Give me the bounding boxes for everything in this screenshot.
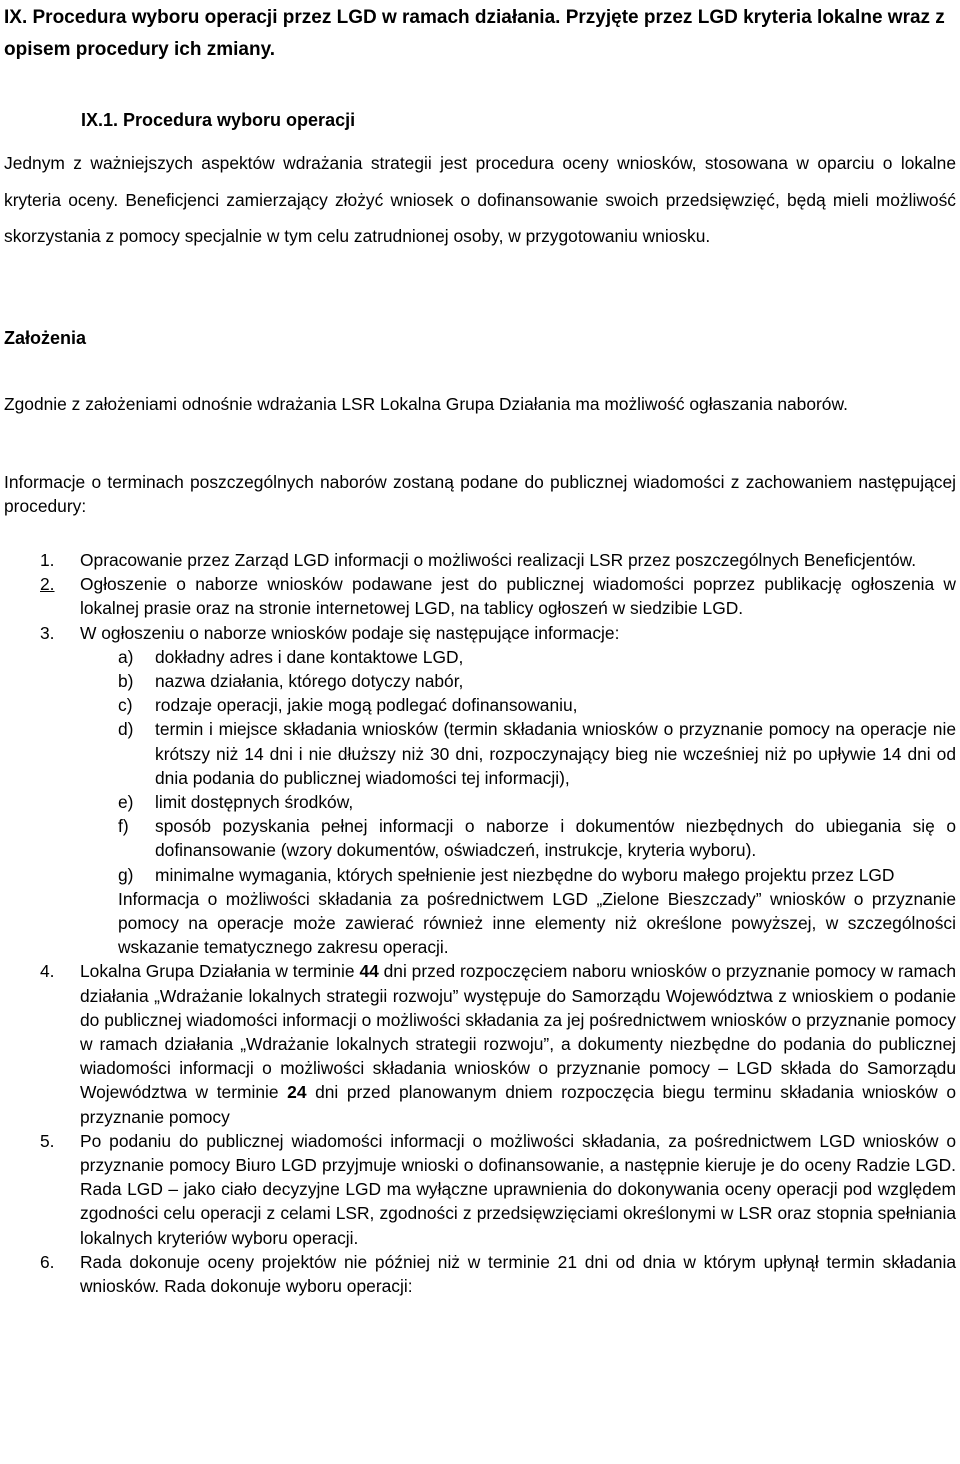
section-subtitle: IX.1. Procedura wyboru operacji [81, 110, 356, 130]
list-item-number: 6. [40, 1251, 55, 1272]
sublist-item-letter: f) [118, 816, 129, 837]
list-item-number: 2. [40, 574, 55, 595]
list-item-text-part: dni przed rozpoczęciem naboru wniosków o przyznanie pomocy w ramach działania „Wdrażanie lokalnych strategii rozwoju” występuje do Samorządu Województwa z wnioskiem o podanie do publicznej wiadomości informacji o możliwości składania za jej pośrednictwem wniosków o przyznanie pomocy w ramach działania „Wdrażanie lokalnych strategii rozwoju”, a dokumenty niezbędne do podania do publicznej wiadomości informacji o możliwości składania wniosków o przyznanie pomocy – LGD składa do Samorządu Województwa w terminie [80, 961, 956, 1103]
sublist-item-letter: a) [118, 646, 134, 667]
sublist-item-text: limit dostępnych środków, [155, 792, 354, 813]
sublist-item [80, 717, 956, 790]
list-item-number: 1. [40, 550, 55, 570]
sublist-item-letter: d) [118, 719, 134, 740]
list-item-text: Opracowanie przez Zarząd LGD informacji o możliwości realizacji LSR przez poszczególnych Beneficjentów. [80, 550, 917, 570]
assumptions-paragraph: Zgodnie z założeniami odnośnie wdrażania LSR Lokalna Grupa Działania ma możliwość ogłaszania naborów. [4, 394, 848, 414]
list-item [0, 1250, 960, 1298]
sublist-item-text: termin i miejsce składania wniosków (termin składania wniosków o przyznanie pomocy na operacje nie krótszy niż 14 dni i nie dłuższy niż 30 dni, rozpoczynający bieg nie wcześniej niż po upływie 14 dni od dnia podania do publicznej wiadomości tej informacji), [155, 719, 956, 788]
intro-paragraph: Jednym z ważniejszych aspektów wdrażania strategii jest procedura oceny wniosków, stosowana w oparciu o lokalne kryteria oceny. Beneficjenci zamierzający złożyć wniosek o dofinansowanie swoich przedsięwzięć, będą mieli możliwość skorzystania z pomocy specjalnie w tym celu zatrudnionej osoby, w przygotowaniu wniosku. [4, 153, 956, 246]
sublist-item-letter: g) [118, 864, 134, 885]
list-item-text: Rada dokonuje oceny projektów nie później niż w terminie 21 dni od dnia w którym upłynął termin składania wniosków. Rada dokonuje wyboru operacji: [80, 1251, 956, 1297]
list-item [0, 572, 960, 620]
list-item-text-part: Lokalna Grupa Działania w terminie [80, 961, 360, 982]
list-item-text [80, 961, 956, 1126]
announcement-contents-list [80, 645, 956, 887]
sublist-item [80, 645, 956, 669]
sublist-item-text: dokładny adres i dane kontaktowe LGD, [155, 646, 464, 667]
sublist-item-text: nazwa działania, którego dotyczy nabór, [155, 671, 464, 692]
procedure-list [0, 548, 960, 1298]
sublist-item-letter: c) [118, 695, 133, 716]
procedure-intro-paragraph: Informacje o terminach poszczególnych naborów zostaną podane do publicznej wiadomości z zachowaniem następującej procedury: [4, 472, 956, 516]
sublist-item-letter: e) [118, 792, 134, 813]
sublist-item [80, 693, 956, 717]
list-item-number: 5. [40, 1130, 55, 1151]
announcement-note: Informacja o możliwości składania za pośrednictwem LGD „Zielone Bieszczady” wniosków o przyznanie pomocy na operacje może zawierać również inne elementy niż określone powyższej, w szczególności wskazanie tematycznego zakresu operacji. [118, 888, 956, 958]
deadline-days-44: 44 [359, 961, 379, 982]
list-item [0, 959, 960, 1128]
sublist-item [80, 669, 956, 693]
sublist-item-text: minimalne wymagania, których spełnienie jest niezbędne do wyboru małego projektu przez LGD [155, 864, 895, 885]
sublist-item [80, 814, 956, 862]
sublist-item [80, 790, 956, 814]
list-item-number: 3. [40, 622, 55, 643]
sublist-item [80, 863, 956, 887]
list-item-text: Ogłoszenie o naborze wniosków podawane jest do publicznej wiadomości poprzez publikację ogłoszenia w lokalnej prasie oraz na stronie internetowej LGD, na tablicy ogłoszeń w siedzibie LGD. [80, 574, 956, 619]
assumptions-heading: Założenia [4, 328, 87, 348]
sublist-item-text: sposób pozyskania pełnej informacji o naborze i dokumentów niezbędnych do ubiegania się o dofinansowanie (wzory dokumentów, oświadczeń, instrukcje, kryteria wyboru). [155, 816, 956, 861]
list-item [0, 1129, 960, 1250]
sublist-item-letter: b) [118, 671, 134, 692]
list-item-text: W ogłoszeniu o naborze wniosków podaje się następujące informacje: [80, 622, 620, 643]
sublist-item-text: rodzaje operacji, jakie mogą podlegać dofinansowaniu, [155, 695, 578, 716]
deadline-days-24: 24 [287, 1082, 307, 1103]
list-item [0, 621, 960, 960]
list-item-number: 4. [40, 961, 55, 982]
document-title: IX. Procedura wyboru operacji przez LGD w ramach działania. Przyjęte przez LGD kryteria lokalne wraz z opisem procedury ich zmiany. [4, 7, 945, 60]
list-item-text-part: dni przed planowanym dniem rozpoczęcia biegu terminu składania wniosków o przyznanie pomocy [80, 1082, 956, 1127]
list-item [0, 548, 960, 572]
list-item-text: Po podaniu do publicznej wiadomości informacji o możliwości składania, za pośrednictwem LGD wniosków o przyznanie pomocy Biuro LGD przyjmuje wnioski o dofinansowanie, a następnie kieruje je do oceny Radzie LGD. Rada LGD – jako ciało decyzyjne LGD ma wyłączne uprawnienia do dokonywania oceny operacji pod względem zgodności celu operacji z celami LSR, zgodności z przedsięwzięciami określonymi w LSR oraz stopnia spełniania lokalnych kryteriów wyboru operacji. [80, 1130, 956, 1248]
